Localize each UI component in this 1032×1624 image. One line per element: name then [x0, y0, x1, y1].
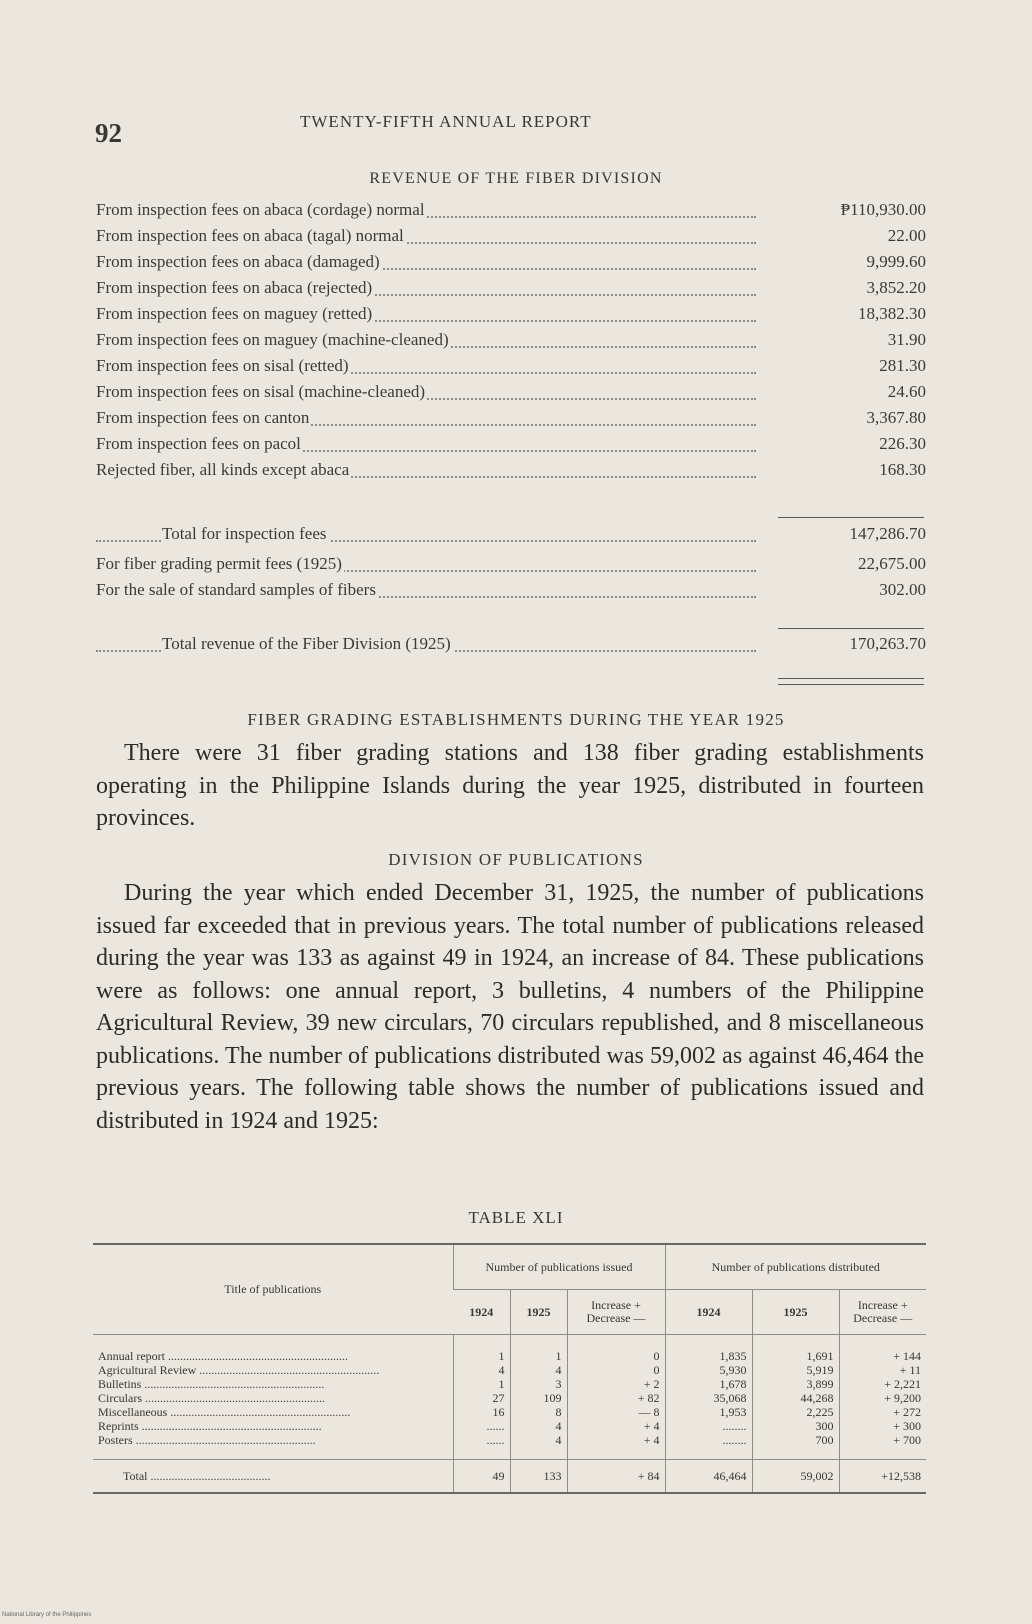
revenue-item-amount: 22,675.00: [858, 554, 926, 573]
table-row: [93, 1405, 926, 1419]
issued-1925: 4: [510, 1433, 567, 1460]
revenue-item-label: For the sale of standard samples of fibers: [96, 580, 376, 599]
total-rule: [778, 628, 924, 629]
distributed-1925: 300: [752, 1419, 839, 1433]
revenue-row: [96, 554, 926, 580]
distributed-1924: 1,678: [665, 1377, 752, 1391]
table-row: [93, 1391, 926, 1405]
running-head: TWENTY-FIFTH ANNUAL REPORT: [300, 112, 592, 131]
issued-1924: 27: [453, 1391, 510, 1405]
revenue-item-label: Total revenue of the Fiber Division (1925): [162, 634, 451, 653]
revenue-item-amount: 3,367.80: [866, 408, 926, 427]
row-title: Agricultural Review ............................................................: [98, 1363, 380, 1377]
revenue-item-amount: 3,852.20: [866, 278, 926, 297]
distributed-1925: 3,899: [752, 1377, 839, 1391]
distributed-1924: ........: [665, 1419, 752, 1433]
issued-change: + 2: [567, 1377, 665, 1391]
distributed-change: + 272: [839, 1405, 926, 1419]
row-title: Annual report ............................................................: [98, 1349, 348, 1363]
revenue-row: [96, 356, 926, 382]
establishments-paragraph: There were 31 fiber grading stations and 138 fiber grading establishments operating in the Philippine Islands during the year 1925, distributed in fourteen provinces.: [96, 740, 924, 831]
revenue-item-amount: 168.30: [879, 460, 926, 479]
revenue-item-amount: 302.00: [879, 580, 926, 599]
issued-1925: 8: [510, 1405, 567, 1419]
distributed-change: + 300: [839, 1419, 926, 1433]
issued-1924: 1: [453, 1335, 510, 1364]
revenue-item-label: From inspection fees on canton: [96, 408, 310, 427]
issued-change: + 4: [567, 1419, 665, 1433]
table-row: [93, 1335, 926, 1364]
total-row: [93, 1460, 926, 1494]
revenue-row: [96, 434, 926, 460]
revenue-item-amount: 147,286.70: [849, 524, 926, 543]
issued-group-header: Number of publications issued: [453, 1244, 665, 1290]
distributed-1925: 700: [752, 1433, 839, 1460]
distributed-1924: 1,953: [665, 1405, 752, 1419]
issued-change: 0: [567, 1335, 665, 1364]
issued-1924-header: 1924: [453, 1290, 510, 1335]
distributed-change: + 144: [839, 1335, 926, 1364]
table-row: [93, 1419, 926, 1433]
revenue-item-label: From inspection fees on abaca (damaged): [96, 252, 380, 271]
distributed-1924: 35,068: [665, 1391, 752, 1405]
revenue-row: [96, 252, 926, 278]
issued-1924: 1: [453, 1377, 510, 1391]
establishments-title: FIBER GRADING ESTABLISHMENTS DURING THE YEAR 1925: [247, 710, 785, 729]
revenue-item-label: From inspection fees on abaca (rejected): [96, 278, 373, 297]
distributed-1924: 1,835: [665, 1335, 752, 1364]
distributed-1925: 44,268: [752, 1391, 839, 1405]
revenue-item-label: From inspection fees on sisal (retted): [96, 356, 349, 375]
publications-paragraph: During the year which ended December 31, 1925, the number of publications issued far exceeded that in previous years. The total number of publications released during the year was 133 as against 49 in 1924, an increase of 84. These publications were as follows: one annual report, 3 bulletins, 4 numbers of the Philippine Agricultural Review, 39 new circulars, 70 circulars republished, and 8 miscellaneous publications. The number of publications distributed was 59,002 as against 46,464 the previous years. The following table shows the number of publications issued and distributed in 1924 and 1925:: [96, 880, 924, 1134]
distributed-1925-header: 1925: [752, 1290, 839, 1335]
table-row: [93, 1433, 926, 1460]
revenue-item-label: From inspection fees on pacol: [96, 434, 301, 453]
revenue-item-amount: 24.60: [887, 382, 926, 401]
issued-1925: 3: [510, 1377, 567, 1391]
issued-1925-header: 1925: [510, 1290, 567, 1335]
issued-1924: 16: [453, 1405, 510, 1419]
revenue-row: [96, 330, 926, 356]
revenue-item-label: From inspection fees on maguey (machine-cleaned): [96, 330, 449, 349]
total-distributed-1924: 46,464: [665, 1460, 752, 1494]
table-row: [93, 1377, 926, 1391]
subtotal-rule: [778, 517, 924, 518]
revenue-row: [96, 580, 926, 606]
revenue-row: [96, 200, 926, 226]
double-rule-top: [778, 678, 924, 679]
revenue-subtotal-row: [96, 524, 926, 550]
total-label: Total ........................................: [93, 1460, 453, 1494]
publications-title: DIVISION OF PUBLICATIONS: [388, 850, 644, 869]
revenue-item-amount: 18,382.30: [858, 304, 926, 323]
revenue-row: [96, 408, 926, 434]
revenue-item-amount: 226.30: [879, 434, 926, 453]
distributed-group-header: Number of publications distributed: [665, 1244, 926, 1290]
distributed-1924-header: 1924: [665, 1290, 752, 1335]
distributed-change: + 9,200: [839, 1391, 926, 1405]
issued-change: 0: [567, 1363, 665, 1377]
revenue-item-label: Rejected fiber, all kinds except abaca: [96, 460, 350, 479]
col-title-header: Title of publications: [93, 1244, 453, 1335]
issued-change: + 82: [567, 1391, 665, 1405]
distributed-change: + 700: [839, 1433, 926, 1460]
row-title: Posters ............................................................: [98, 1433, 316, 1447]
revenue-row: [96, 382, 926, 408]
revenue-row: [96, 304, 926, 330]
double-rule-bottom: [778, 684, 924, 685]
distributed-1924: 5,930: [665, 1363, 752, 1377]
distributed-change: + 2,221: [839, 1377, 926, 1391]
revenue-item-label: For fiber grading permit fees (1925): [96, 554, 342, 573]
distributed-1925: 2,225: [752, 1405, 839, 1419]
revenue-row: [96, 278, 926, 304]
revenue-row: [96, 460, 926, 486]
total-distributed-1925: 59,002: [752, 1460, 839, 1494]
revenue-item-amount: 281.30: [879, 356, 926, 375]
row-title: Reprints ............................................................: [98, 1419, 322, 1433]
revenue-item-label: From inspection fees on sisal (machine-cleaned): [96, 382, 426, 401]
revenue-item-amount: 9,999.60: [866, 252, 926, 271]
revenue-row: [96, 226, 926, 252]
issued-1925: 4: [510, 1363, 567, 1377]
issued-1925: 109: [510, 1391, 567, 1405]
revenue-item-amount: 31.90: [887, 330, 926, 349]
issued-1925: 1: [510, 1335, 567, 1364]
row-title: Circulars ............................................................: [98, 1391, 325, 1405]
revenue-item-amount: 170,263.70: [849, 634, 926, 653]
revenue-title: REVENUE OF THE FIBER DIVISION: [369, 170, 663, 187]
table-caption: TABLE XLI: [468, 1208, 564, 1227]
revenue-item-label: From inspection fees on abaca (tagal) normal: [96, 226, 404, 245]
revenue-total-row: [96, 634, 926, 660]
table-row: [93, 1363, 926, 1377]
distributed-change-header: Increase + Decrease —: [839, 1290, 926, 1335]
issued-1924: 4: [453, 1363, 510, 1377]
revenue-item-amount: ₱110,930.00: [840, 200, 926, 219]
revenue-item-amount: 22.00: [887, 226, 926, 245]
publications-table: [93, 1243, 926, 1494]
issued-1924: ......: [453, 1419, 510, 1433]
revenue-item-label: From inspection fees on maguey (retted): [96, 304, 373, 323]
total-issued-1924: 49: [453, 1460, 510, 1494]
revenue-item-label: Total for inspection fees: [162, 524, 327, 543]
row-title: Miscellaneous ............................................................: [98, 1405, 351, 1419]
issued-change: — 8: [567, 1405, 665, 1419]
issued-change-header: Increase + Decrease —: [567, 1290, 665, 1335]
distributed-1925: 5,919: [752, 1363, 839, 1377]
distributed-change: + 11: [839, 1363, 926, 1377]
distributed-1924: ........: [665, 1433, 752, 1460]
issued-1924: ......: [453, 1433, 510, 1460]
total-distributed-change: +12,538: [839, 1460, 926, 1494]
issued-1925: 4: [510, 1419, 567, 1433]
row-title: Bulletins ............................................................: [98, 1377, 325, 1391]
footer-note: National Library of the Philippines: [2, 1612, 92, 1618]
page-number: 92: [95, 118, 122, 148]
revenue-item-label: From inspection fees on abaca (cordage) normal: [96, 200, 425, 219]
distributed-1925: 1,691: [752, 1335, 839, 1364]
total-issued-change: + 84: [567, 1460, 665, 1494]
total-issued-1925: 133: [510, 1460, 567, 1494]
issued-change: + 4: [567, 1433, 665, 1460]
